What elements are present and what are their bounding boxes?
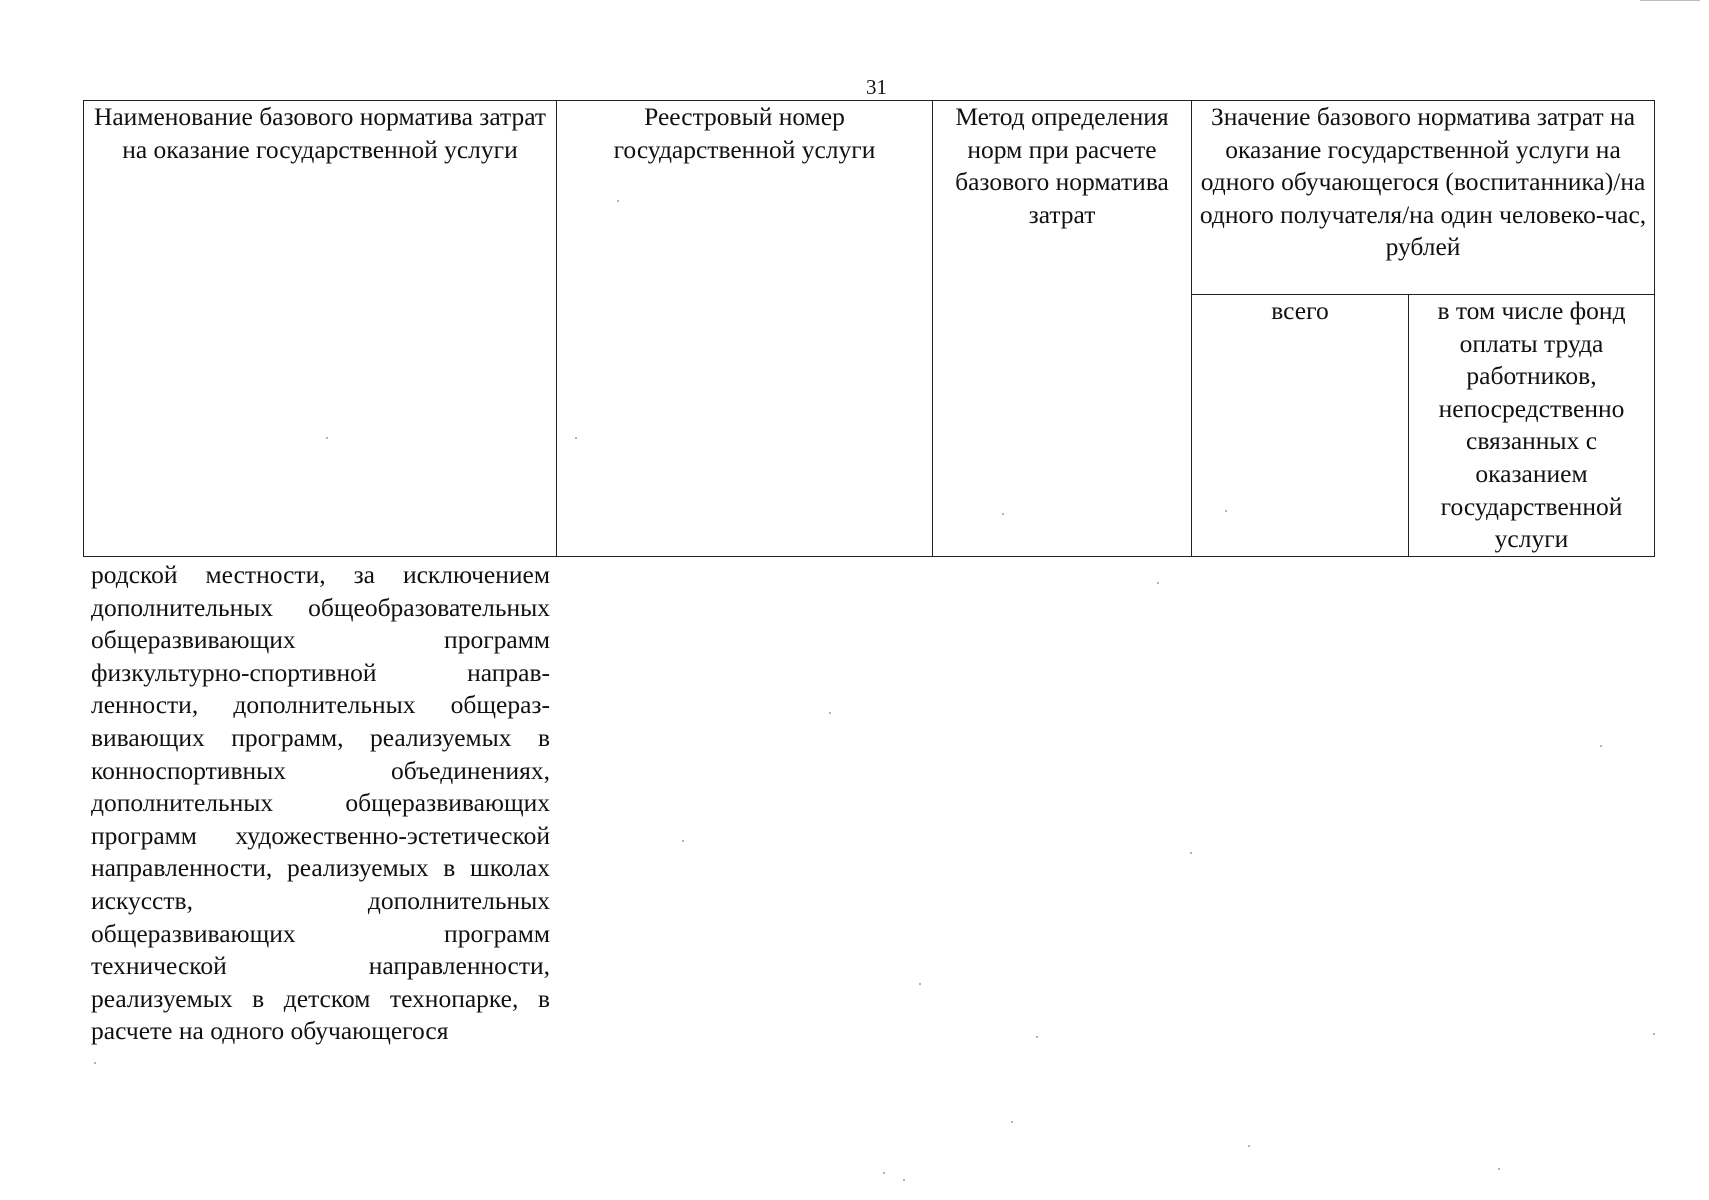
header-registry-number: Реестровый номер государственной услуги xyxy=(557,101,933,557)
header-norm-value: Значение базового норматива затрат на оказание государственной услуги на одного обучающегося (воспитанника)/на одного получателя/на один человеко-час, рублей xyxy=(1192,101,1655,295)
header-determination-method: Метод определения норм при расчете базового норматива затрат xyxy=(933,101,1192,557)
page-number: 31 xyxy=(866,75,887,99)
continuation-paragraph: родской местности, за исключением дополнительных общеобразовательных общеразвивающих программ физкультурно-спортивной направленности, дополнительных общеразвивающих программ, реализуемых в конноспортивных объединениях, дополнительных общеразвивающих программ художественно-эстетической направленности, реализуемых в школах искусств, дополнительных общеразвивающих программ технической направленности, реализуемых в детском технопарке, в расчете на одного обучающегося xyxy=(91,560,550,1046)
header-norm-name: Наименование базового норматива затрат на оказание государственной услуги xyxy=(84,101,557,557)
base-norm-header-table xyxy=(83,100,1655,557)
subheader-total: всего xyxy=(1192,295,1409,557)
subheader-payroll-fund: в том числе фонд оплаты труда работников, непосредственно связанных с оказанием государственной услуги xyxy=(1409,295,1655,557)
